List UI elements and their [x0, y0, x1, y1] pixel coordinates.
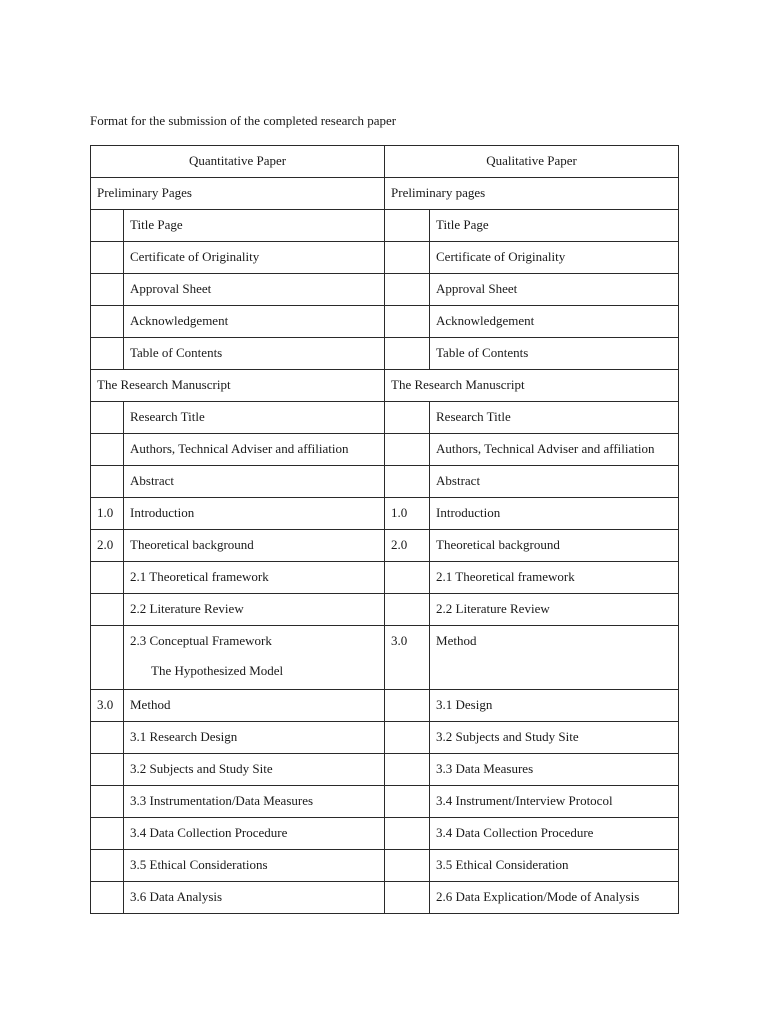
qualitative-number: [385, 594, 430, 626]
quantitative-number: 1.0: [91, 498, 124, 530]
table-row: [91, 562, 679, 594]
qualitative-number: [385, 434, 430, 466]
quantitative-number: 3.0: [91, 690, 124, 722]
qualitative-item: 2.2 Literature Review: [430, 594, 679, 626]
quantitative-number: [91, 818, 124, 850]
qualitative-number: [385, 210, 430, 242]
qualitative-item: Acknowledgement: [430, 306, 679, 338]
quantitative-number: [91, 402, 124, 434]
table-row: [91, 850, 679, 882]
quantitative-item: 3.5 Ethical Considerations: [124, 850, 385, 882]
qualitative-item: Theoretical background: [430, 530, 679, 562]
quantitative-item: 3.6 Data Analysis: [124, 882, 385, 914]
qualitative-number: [385, 274, 430, 306]
quantitative-item: Title Page: [124, 210, 385, 242]
qualitative-item: 2.1 Theoretical framework: [430, 562, 679, 594]
section-label-quantitative: Preliminary Pages: [91, 178, 385, 210]
quantitative-number: [91, 850, 124, 882]
section-row-preliminary: [91, 178, 679, 210]
qualitative-item: Table of Contents: [430, 338, 679, 370]
qualitative-number: 3.0: [385, 626, 430, 690]
table-row: [91, 402, 679, 434]
table-row: [91, 690, 679, 722]
qualitative-number: [385, 722, 430, 754]
qualitative-number: [385, 562, 430, 594]
table-row: [91, 722, 679, 754]
section-label-qualitative: Preliminary pages: [385, 178, 679, 210]
table-row: [91, 466, 679, 498]
quantitative-number: [91, 562, 124, 594]
quantitative-number: [91, 306, 124, 338]
qualitative-number: [385, 786, 430, 818]
quantitative-item: Authors, Technical Adviser and affiliation: [124, 434, 385, 466]
quantitative-item: Method: [124, 690, 385, 722]
quantitative-number: [91, 434, 124, 466]
table-row: [91, 498, 679, 530]
qualitative-item: 3.5 Ethical Consideration: [430, 850, 679, 882]
quantitative-item: Acknowledgement: [124, 306, 385, 338]
qualitative-item: Abstract: [430, 466, 679, 498]
quantitative-number: [91, 594, 124, 626]
qualitative-number: 1.0: [385, 498, 430, 530]
section-label-qualitative: The Research Manuscript: [385, 370, 679, 402]
quantitative-subitem: The Hypothesized Model: [151, 663, 284, 678]
table-row: [91, 242, 679, 274]
table-header-row: [91, 146, 679, 178]
qualitative-item: 3.4 Data Collection Procedure: [430, 818, 679, 850]
table-row: [91, 754, 679, 786]
qualitative-number: [385, 338, 430, 370]
table-row: [91, 274, 679, 306]
qualitative-item: 2.6 Data Explication/Mode of Analysis: [430, 882, 679, 914]
qualitative-number: [385, 306, 430, 338]
qualitative-header: Qualitative Paper: [385, 146, 679, 178]
qualitative-item: Approval Sheet: [430, 274, 679, 306]
qualitative-item: 3.3 Data Measures: [430, 754, 679, 786]
quantitative-number: [91, 786, 124, 818]
table-row: [91, 338, 679, 370]
quantitative-number: 2.0: [91, 530, 124, 562]
qualitative-number: [385, 402, 430, 434]
quantitative-number: [91, 242, 124, 274]
quantitative-item: Table of Contents: [124, 338, 385, 370]
quantitative-number: [91, 754, 124, 786]
qualitative-number: [385, 882, 430, 914]
quantitative-number: [91, 626, 124, 690]
qualitative-item: Research Title: [430, 402, 679, 434]
qualitative-number: [385, 690, 430, 722]
quantitative-item: Theoretical background: [124, 530, 385, 562]
qualitative-item: 3.1 Design: [430, 690, 679, 722]
qualitative-item: Certificate of Originality: [430, 242, 679, 274]
qualitative-item: Authors, Technical Adviser and affiliation: [430, 434, 679, 466]
quantitative-item: 2.1 Theoretical framework: [124, 562, 385, 594]
table-row: [91, 434, 679, 466]
quantitative-item: 3.1 Research Design: [124, 722, 385, 754]
qualitative-number: [385, 850, 430, 882]
quantitative-number: [91, 466, 124, 498]
qualitative-item: 3.2 Subjects and Study Site: [430, 722, 679, 754]
quantitative-item: 3.3 Instrumentation/Data Measures: [124, 786, 385, 818]
quantitative-item: 3.2 Subjects and Study Site: [124, 754, 385, 786]
quantitative-item: Research Title: [124, 402, 385, 434]
section-label-quantitative: The Research Manuscript: [91, 370, 385, 402]
qualitative-number: 2.0: [385, 530, 430, 562]
qualitative-number: [385, 754, 430, 786]
table-row: [91, 594, 679, 626]
qualitative-item: 3.4 Instrument/Interview Protocol: [430, 786, 679, 818]
table-row: [91, 818, 679, 850]
section-row-manuscript: [91, 370, 679, 402]
table-row: [91, 210, 679, 242]
quantitative-item: Certificate of Originality: [124, 242, 385, 274]
table-row: [91, 530, 679, 562]
research-paper-format-table: [90, 145, 679, 914]
quantitative-item: 2.3 Conceptual Framework The Hypothesized Model: [124, 626, 385, 690]
quantitative-item: 3.4 Data Collection Procedure: [124, 818, 385, 850]
table-row: [91, 882, 679, 914]
qualitative-item: Title Page: [430, 210, 679, 242]
qualitative-item: Introduction: [430, 498, 679, 530]
quantitative-item: Abstract: [124, 466, 385, 498]
quantitative-number: [91, 882, 124, 914]
document-title: Format for the submission of the completed research paper: [90, 113, 397, 128]
table-row: [91, 786, 679, 818]
quantitative-item: Approval Sheet: [124, 274, 385, 306]
quantitative-number: [91, 210, 124, 242]
table-row: [91, 626, 679, 690]
quantitative-number: [91, 722, 124, 754]
qualitative-item: Method: [430, 626, 679, 690]
quantitative-number: [91, 274, 124, 306]
quantitative-item: 2.2 Literature Review: [124, 594, 385, 626]
quantitative-item: Introduction: [124, 498, 385, 530]
quantitative-number: [91, 338, 124, 370]
quantitative-header: Quantitative Paper: [91, 146, 385, 178]
table-row: [91, 306, 679, 338]
qualitative-number: [385, 818, 430, 850]
qualitative-number: [385, 242, 430, 274]
qualitative-number: [385, 466, 430, 498]
